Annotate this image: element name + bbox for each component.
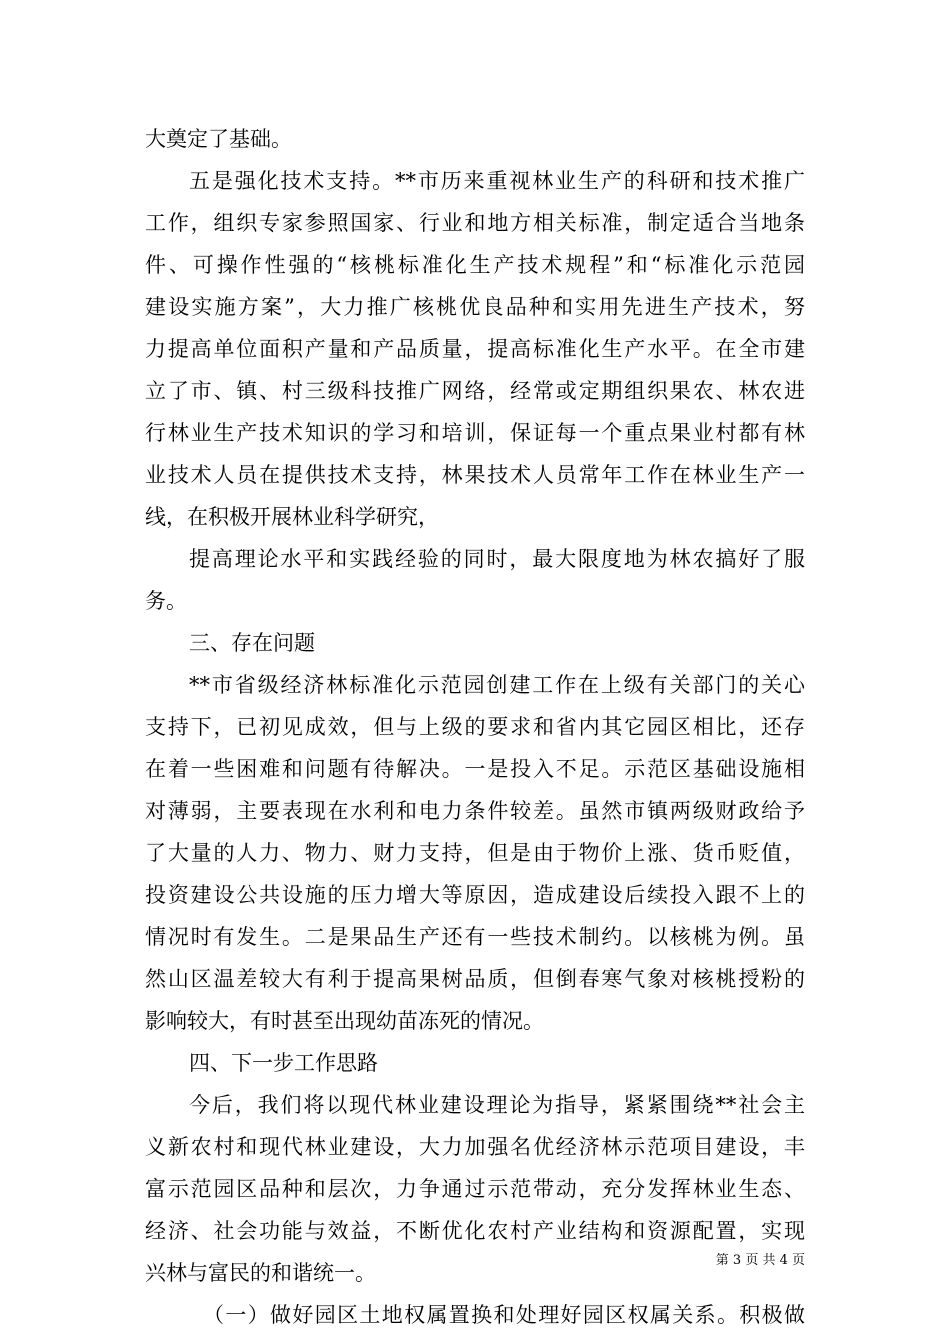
text-line: （一）做好园区土地权属置换和处理好园区权属关系。积极做 [203,1303,805,1327]
text-line: 务。 [145,589,187,613]
text-line: 三、存在问题 [189,631,315,655]
text-line: 四、下一步工作思路 [189,1051,378,1075]
text-line: 立了市、镇、村三级科技推广网络，经常或定期组织果农、林农进 [145,379,805,403]
text-line: **市省级经济林标准化示范园创建工作在上级有关部门的关心 [189,673,805,697]
text-line: 对薄弱，主要表现在水利和电力条件较差。虽然市镇两级财政给予 [145,799,805,823]
text-line: 影响较大，有时甚至出现幼苗冻死的情况。 [145,1009,544,1033]
text-line: 行林业生产技术知识的学习和培训，保证每一个重点果业村都有林 [145,421,805,445]
text-line: 经济、社会功能与效益，不断优化农村产业结构和资源配置，实现 [145,1219,805,1243]
text-line: 在着一些困难和问题有待解决。一是投入不足。示范区基础设施相 [145,757,805,781]
text-line: 大奠定了基础。 [145,127,292,151]
text-line: 然山区温差较大有利于提高果树品质，但倒春寒气象对核桃授粉的 [145,967,805,991]
text-line: 义新农村和现代林业建设，大力加强名优经济林示范项目建设，丰 [145,1135,805,1159]
text-line: 业技术人员在提供技术支持，林果技术人员常年工作在林业生产一 [145,463,805,487]
text-line: 力提高单位面积产量和产品质量，提高标准化生产水平。在全市建 [145,337,805,361]
text-line: 工作，组织专家参照国家、行业和地方相关标准，制定适合当地条 [145,211,805,235]
text-line: 情况时有发生。二是果品生产还有一些技术制约。以核桃为例。虽 [145,925,805,949]
text-line: 件、可操作性强的“核桃标准化生产技术规程”和“标准化示范园 [145,253,805,277]
text-line: 今后，我们将以现代林业建设理论为指导，紧紧围绕**社会主 [189,1093,805,1117]
text-line: 兴林与富民的和谐统一。 [145,1261,376,1285]
text-line: 五是强化技术支持。**市历来重视林业生产的科研和技术推广 [189,169,805,193]
text-line: 提高理论水平和实践经验的同时，最大限度地为林农搞好了服 [189,547,805,571]
document-body [145,118,805,1336]
page-number: 第 3 页 共 4 页 [715,1253,805,1268]
text-line: 了大量的人力、物力、财力支持，但是由于物价上涨、货币贬值， [145,841,805,865]
text-line: 建设实施方案”，大力推广核桃优良品种和实用先进生产技术，努 [145,295,805,319]
text-line: 富示范园区品种和层次，力争通过示范带动，充分发挥林业生态、 [145,1177,805,1201]
text-line: 支持下，已初见成效，但与上级的要求和省内其它园区相比，还存 [145,715,805,739]
text-line: 投资建设公共设施的压力增大等原因，造成建设后续投入跟不上的 [145,883,805,907]
text-line: 线，在积极开展林业科学研究， [145,505,439,529]
